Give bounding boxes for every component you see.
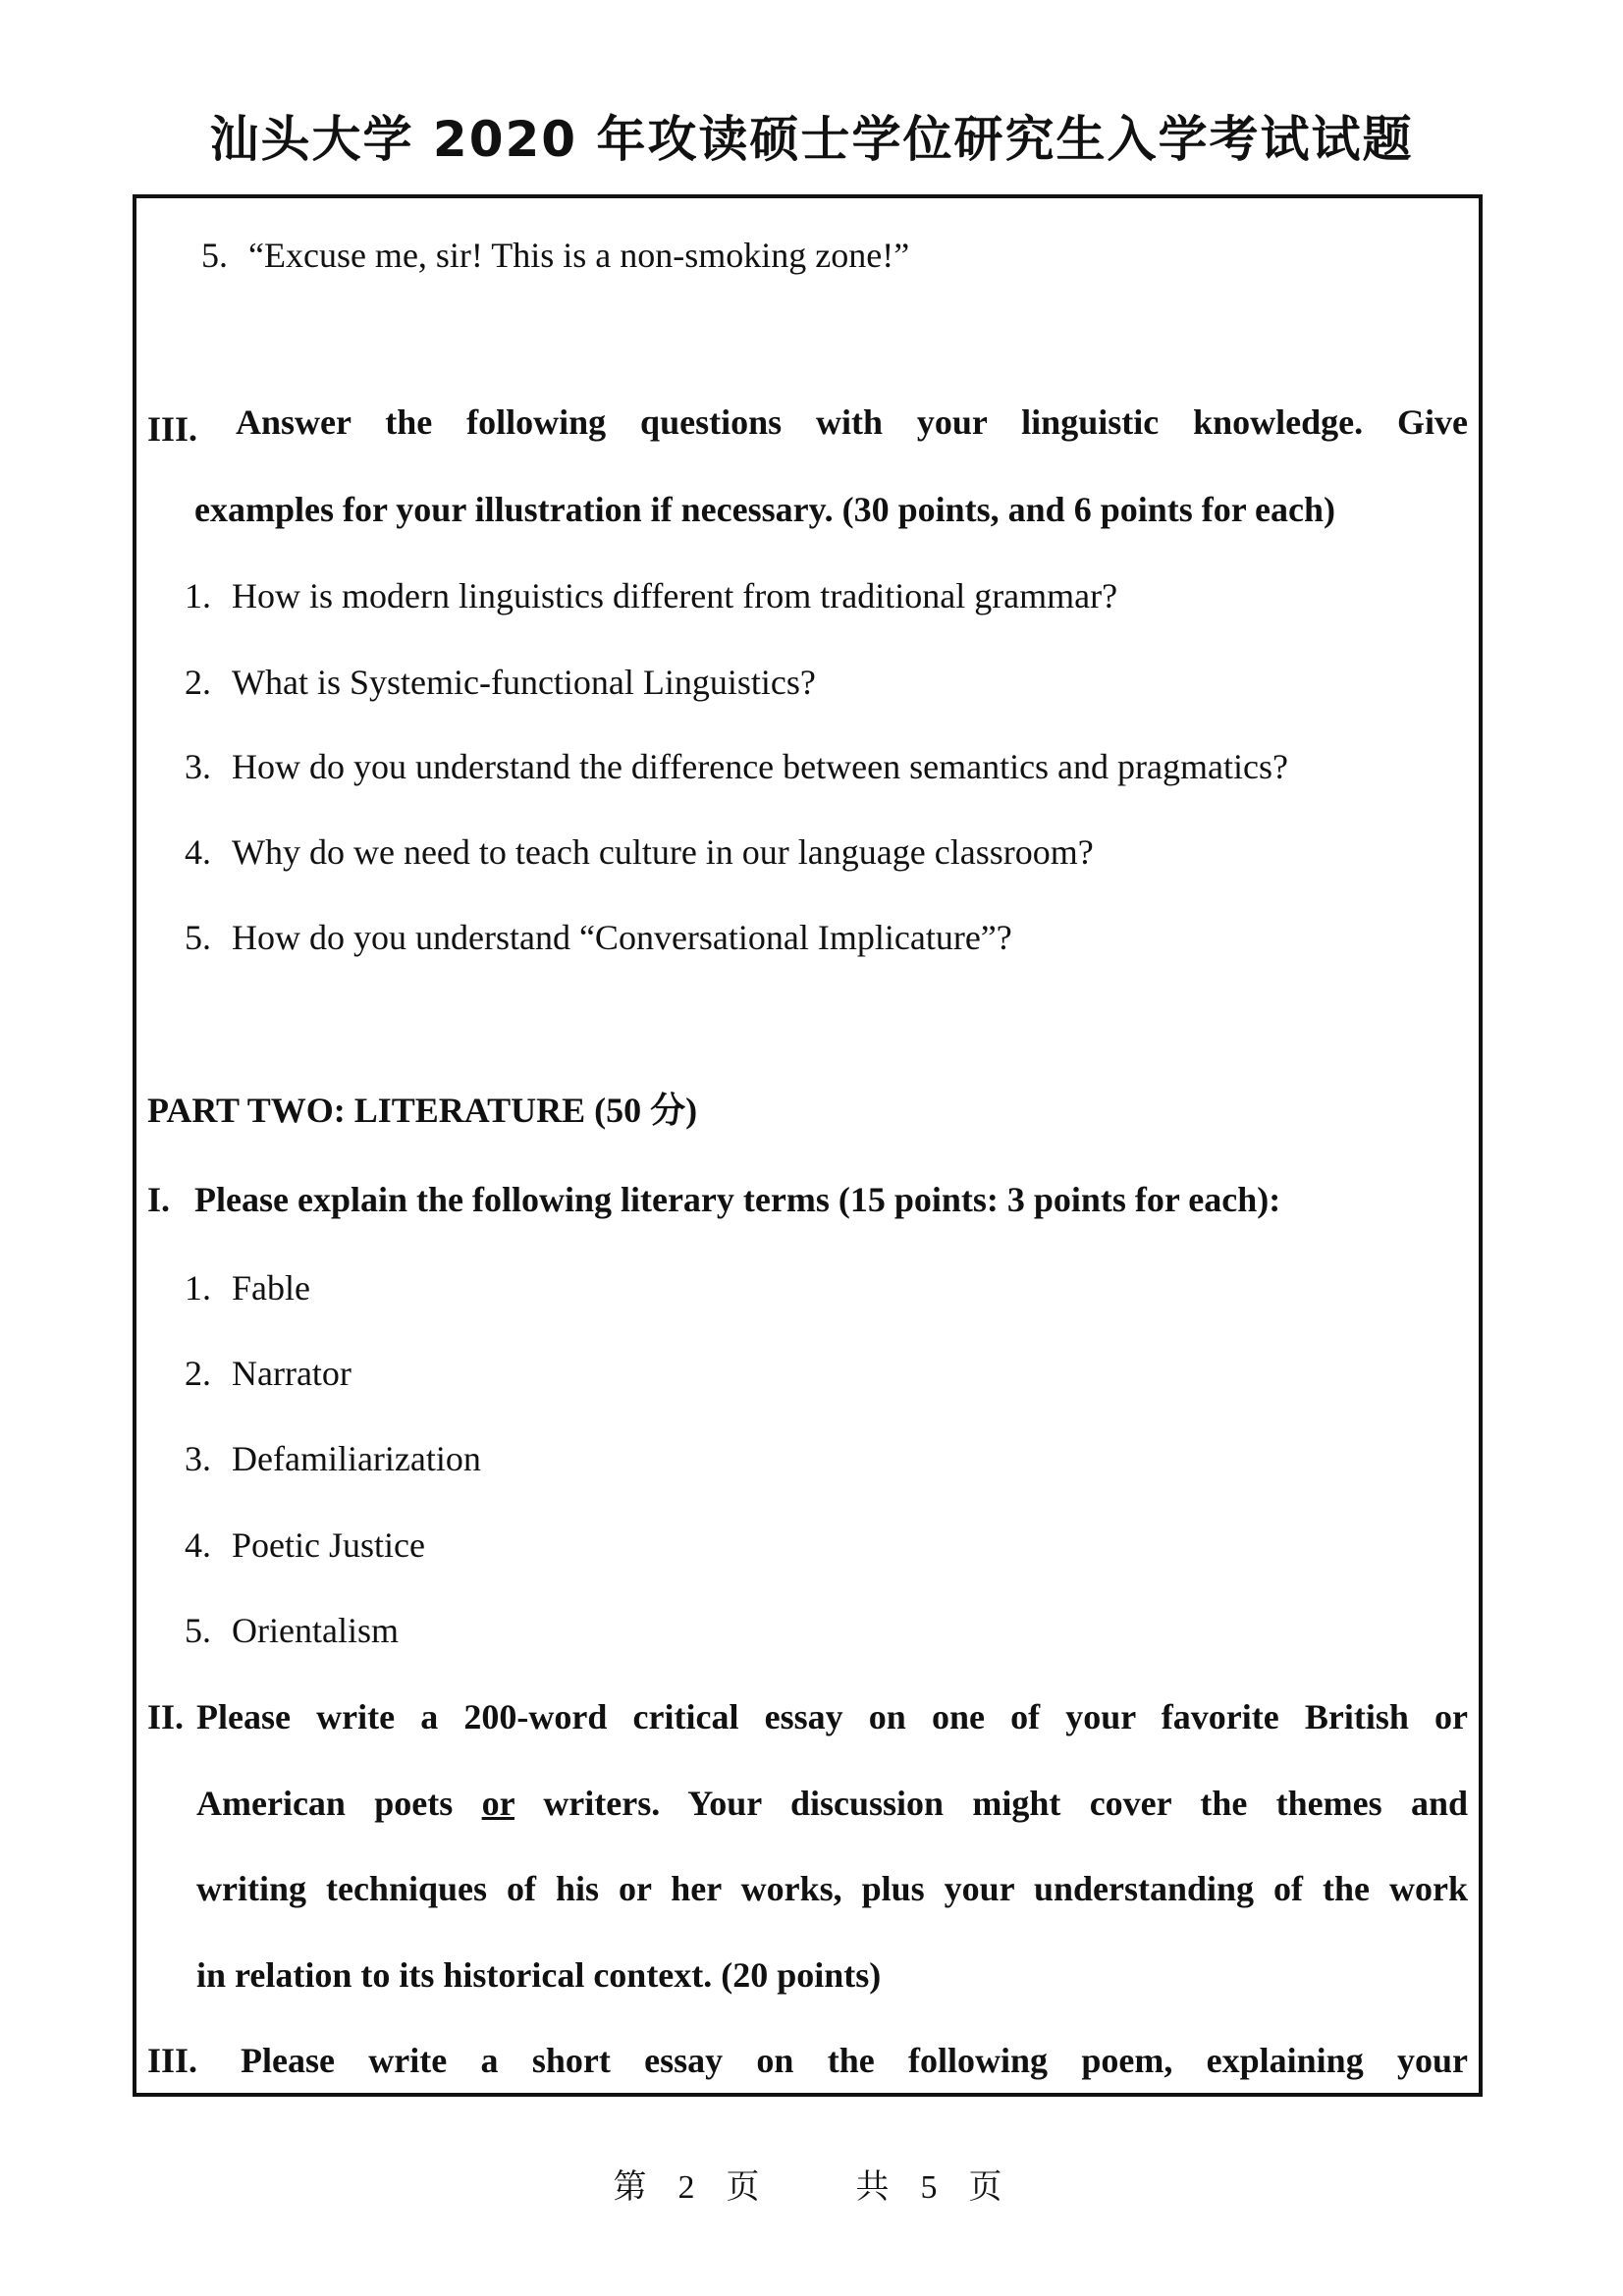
list-item — [185, 830, 1094, 874]
item-number: 3. — [185, 1439, 211, 1478]
item-text: Defamiliarization — [232, 1439, 481, 1478]
item-text: How is modern linguistics different from traditional grammar? — [232, 576, 1118, 615]
lit-section-3-line-1: Please write a short essay on the following poem, explaining your — [241, 2041, 1468, 2080]
page-footer — [0, 2160, 1623, 2208]
item-number: 5. — [185, 918, 211, 957]
lit-section-3-label: III. — [147, 2041, 198, 2080]
list-item — [185, 574, 1117, 617]
item-text: Why do we need to teach culture in our language classroom? — [232, 832, 1094, 872]
item-text: Fable — [232, 1268, 310, 1308]
item-number: 1. — [185, 1268, 211, 1308]
item-text: How do you understand the difference between semantics and pragmatics? — [232, 747, 1288, 786]
list-item — [185, 1266, 310, 1309]
item-number: 2. — [185, 663, 211, 702]
list-item — [185, 661, 816, 704]
item-text: How do you understand “Conversational Implicature”? — [232, 918, 1012, 957]
section-3-line-1: Answer the following questions with your linguistic knowledge. Give — [236, 402, 1468, 442]
lit-section-2-line-1: Please write a 200-word critical essay on one of your favorite British or — [196, 1697, 1468, 1736]
item-text: “Excuse me, sir! This is a non-smoking zone!” — [248, 236, 910, 275]
lit-section-1-label: I. — [147, 1180, 171, 1219]
part-two-heading: PART TWO: LITERATURE (50 分) — [147, 1091, 698, 1130]
underlined-or: or — [481, 1784, 514, 1823]
list-item — [185, 1352, 352, 1395]
item-number: 5. — [185, 1611, 211, 1650]
section-3-label: III. — [147, 409, 198, 449]
lit-section-2-line-2 — [196, 1782, 1468, 1825]
item-text: Orientalism — [232, 1611, 399, 1650]
item-text: Poetic Justice — [232, 1525, 425, 1565]
exam-title: 汕头大学 2020 年攻读硕士学位研究生入学考试试题 — [209, 111, 1414, 168]
list-item — [185, 745, 1288, 788]
list-item — [185, 1523, 425, 1567]
page-label: 第 — [613, 2169, 655, 2206]
total-pages: 5 — [920, 2169, 946, 2206]
item-number: 2. — [185, 1354, 211, 1393]
item-text: What is Systemic-functional Linguistics? — [232, 663, 816, 702]
line-text: American poets — [196, 1784, 454, 1823]
list-item — [185, 1609, 399, 1652]
page-number: 2 — [677, 2169, 703, 2206]
lit-section-2-line-3: writing techniques of his or her works, plus your understanding of the work — [196, 1869, 1468, 1908]
total-unit: 页 — [968, 2169, 1010, 2206]
list-item — [185, 916, 1012, 959]
total-label: 共 — [855, 2169, 897, 2206]
page-unit: 页 — [726, 2169, 768, 2206]
line-text: writers. Your discussion might cover the themes and — [543, 1784, 1469, 1823]
item-number: 4. — [185, 832, 211, 872]
item-number: 3. — [185, 747, 211, 786]
lit-section-2-line-4: in relation to its historical context. (20 points) — [196, 1955, 882, 1995]
section-3-line-2: examples for your illustration if necessary. (30 points, and 6 points for each) — [194, 490, 1336, 529]
top-item — [201, 234, 909, 277]
item-text: Narrator — [232, 1354, 352, 1393]
lit-section-2-label: II. — [147, 1697, 185, 1736]
list-item — [185, 1437, 481, 1480]
item-number: 5. — [201, 236, 228, 275]
item-number: 4. — [185, 1525, 211, 1565]
lit-section-1-text: Please explain the following literary terms (15 points: 3 points for each): — [194, 1180, 1281, 1219]
item-number: 1. — [185, 576, 211, 615]
